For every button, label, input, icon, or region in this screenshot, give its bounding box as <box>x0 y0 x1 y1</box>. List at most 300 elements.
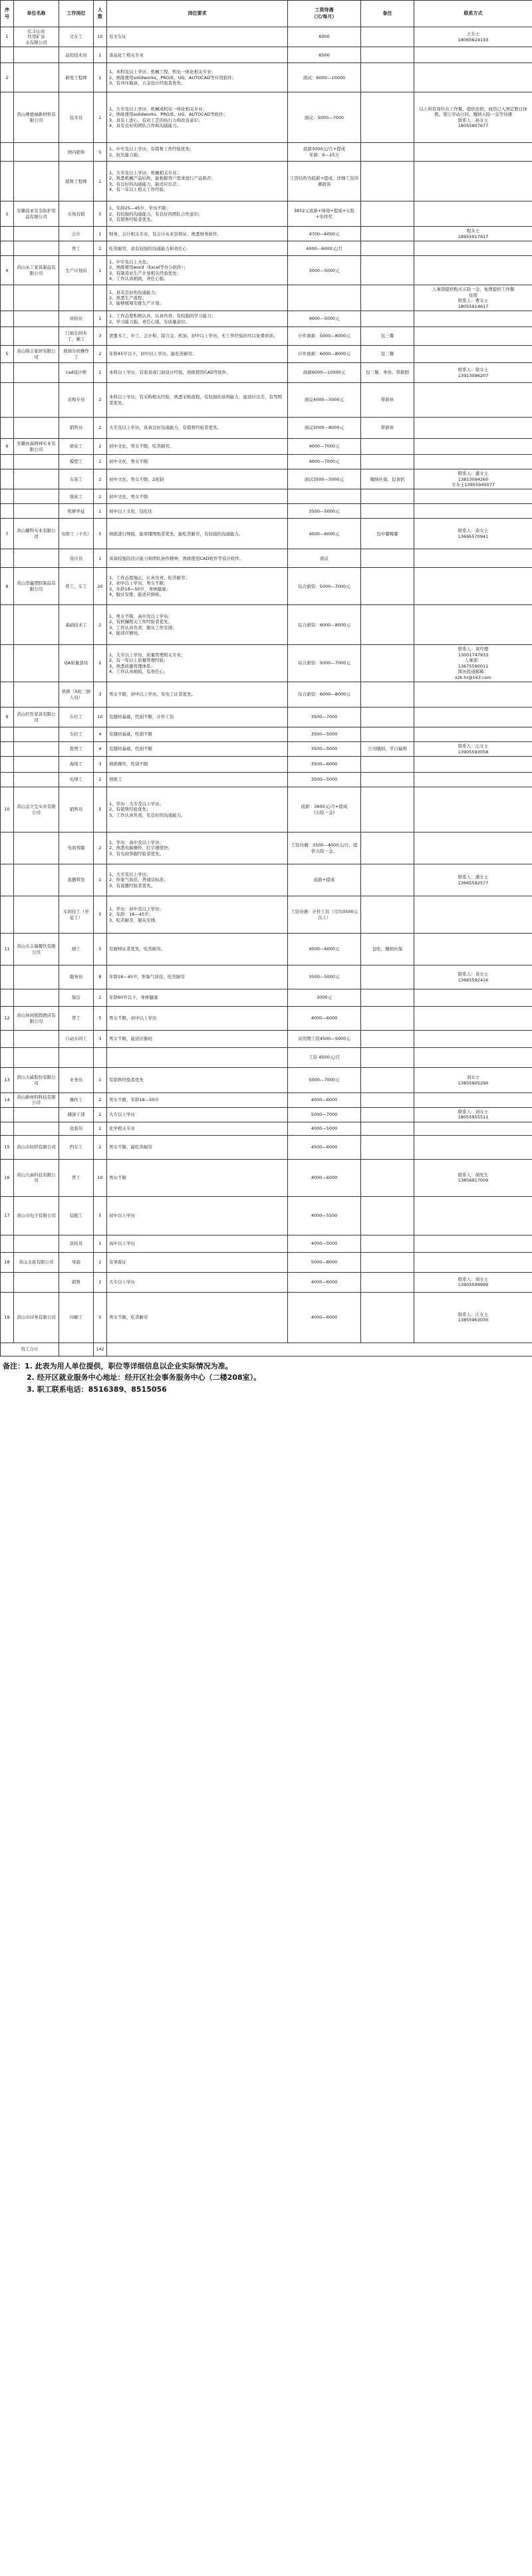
cell-count: 2 <box>94 241 107 256</box>
cell-remarks <box>361 645 414 682</box>
total-empty <box>59 1343 94 1356</box>
cell-salary: 4500—6000元 <box>288 934 361 966</box>
cell-contact <box>414 568 532 605</box>
table-row <box>1 27 532 47</box>
cell-contact <box>414 682 532 708</box>
cell-job: 销售工程师 <box>59 162 94 201</box>
cell-job: cad设计师 <box>59 363 94 383</box>
cell-count: 3 <box>94 327 107 346</box>
cell-no <box>1 645 14 682</box>
cell-contact <box>414 708 532 727</box>
cell-salary: 4000—6000 <box>288 1159 361 1196</box>
cell-remarks <box>361 1252 414 1272</box>
cell-job <box>59 285 94 311</box>
table-row <box>1 934 532 966</box>
cell-remarks <box>361 568 414 605</box>
cell-company <box>14 1031 59 1048</box>
cell-contact <box>414 773 532 787</box>
cell-no: 5 <box>1 346 14 363</box>
cell-no <box>1 989 14 1007</box>
cell-requirements: 有缝纫基础，性别不限 <box>107 742 288 757</box>
cell-count: 5 <box>94 143 107 162</box>
cell-contact <box>414 1135 532 1159</box>
cell-requirements: 初中以上文化，包吃住 <box>107 504 288 519</box>
cell-job: 普工、车工 <box>59 568 94 605</box>
table-row <box>1 1093 532 1108</box>
cell-job: 服务员 <box>59 966 94 989</box>
cell-job: 印刷工 <box>59 1292 94 1343</box>
cell-salary: 工资待遇：3500—4000元/月，提供五险一金。 <box>288 833 361 864</box>
cell-salary: 面议5000—8000元 <box>288 418 361 439</box>
cell-salary: 4000—6000元/月 <box>288 241 361 256</box>
cell-contact: 以上所有岗位在工作餐、提供住宿、商用已入国定假日休假、签订劳动合同、缴纳五险一金等待遇 联系人：孙女士 18055907677 <box>414 92 532 143</box>
cell-salary: 5000—7000元 <box>288 1068 361 1093</box>
cell-remarks <box>361 455 414 469</box>
cell-company <box>14 455 59 469</box>
table-row <box>1 92 532 143</box>
cell-contact <box>414 256 532 285</box>
cell-remarks <box>361 241 414 256</box>
cell-no <box>1 1122 14 1135</box>
table-row <box>1 241 532 256</box>
cell-contact <box>414 418 532 439</box>
table-row <box>1 439 532 455</box>
cell-contact <box>414 757 532 773</box>
cell-job: 基础技术工 <box>59 605 94 645</box>
cell-count: 5 <box>94 787 107 833</box>
cell-company <box>14 549 59 568</box>
cell-remarks <box>361 727 414 742</box>
cell-salary: 6500 <box>288 47 361 63</box>
cell-salary: 面试3500—5000元 <box>288 469 361 489</box>
cell-job: 车位工 <box>59 708 94 727</box>
cell-remarks <box>361 227 414 241</box>
cell-no <box>1 47 14 63</box>
cell-count: 10 <box>94 27 107 47</box>
cell-contact <box>414 63 532 92</box>
cell-salary: 面议 <box>288 549 361 568</box>
cell-contact: 刘女士 13855905290 <box>414 1068 532 1093</box>
cell-remarks: 缴纳社保，包食宿 <box>361 469 414 489</box>
cell-remarks <box>361 1292 414 1343</box>
cell-contact <box>414 1122 532 1135</box>
cell-count <box>94 285 107 311</box>
cell-salary: 工资 4500元/月 <box>288 1048 361 1068</box>
cell-contact: 联系人：潘女士 13665592577 <box>414 864 532 896</box>
cell-job: 文车工 <box>59 27 94 47</box>
cell-remarks: 包吃，缴纳社保 <box>361 934 414 966</box>
cell-no: 19 <box>1 1292 14 1343</box>
cell-requirements: 具备较强的设计能力和团队协作精神，熟练使用CAD软件等设计软件。 <box>107 549 288 568</box>
cell-no: 14 <box>1 1093 14 1108</box>
cell-count: 2 <box>94 1107 107 1122</box>
cell-salary: 3000—5000元 <box>288 256 361 285</box>
cell-count: 5 <box>94 519 107 549</box>
cell-company <box>14 1122 59 1135</box>
cell-salary: 面薪6000—10000元 <box>288 363 361 383</box>
cell-remarks <box>361 989 414 1007</box>
cell-count: 2 <box>94 439 107 455</box>
cell-salary: 综合薪资：6000—8000元 <box>288 682 361 708</box>
cell-job: 厨工 <box>59 934 94 966</box>
header-requirements: 岗位要求 <box>107 1 288 27</box>
cell-no <box>1 92 14 143</box>
cell-company <box>14 989 59 1007</box>
cell-count: 2 <box>94 989 107 1007</box>
cell-contact: 联系人：徐女士 13913096207 <box>414 363 532 383</box>
cell-job: 化验员 <box>59 1122 94 1135</box>
cell-company: 黄山市电子有限公司 <box>14 1196 59 1235</box>
cell-requirements: 1、年龄25—45岁，学历不限； 2、有较强的沟通能力，有良好的团队合作意识； 3、有销售经验者优先。 <box>107 201 288 227</box>
cell-job: 品控技术员 <box>59 47 94 63</box>
table-row <box>1 346 532 363</box>
table-row <box>1 311 532 327</box>
cell-count: 5 <box>94 1292 107 1343</box>
cell-salary: 4700—6000元 <box>288 227 361 241</box>
cell-company <box>14 742 59 757</box>
cell-count: 10 <box>94 708 107 727</box>
cell-company: 亿丰山泉 饮用矿泉 水有限公司 <box>14 27 59 47</box>
cell-contact: 联系人：刘女士 18055955511 <box>414 1107 532 1122</box>
table-row <box>1 742 532 757</box>
cell-requirements: 大专以上学历 <box>107 1272 288 1292</box>
cell-no: 2 <box>1 63 14 92</box>
cell-remarks <box>361 1135 414 1159</box>
cell-no: 12 <box>1 1007 14 1031</box>
cell-remarks <box>361 864 414 896</box>
cell-requirements: 男女不限，能吃苦耐劳 <box>107 1135 288 1159</box>
cell-contact <box>414 201 532 227</box>
cell-salary: 计件面薪：6000—8000元 <box>288 346 361 363</box>
cell-remarks <box>361 966 414 989</box>
cell-count: 4 <box>94 727 107 742</box>
cell-job: 自动车间工 <box>59 1031 94 1048</box>
cell-company: 黄山红彤家具有限公司 <box>14 708 59 727</box>
cell-no <box>1 727 14 742</box>
cell-salary: 计件面薪：5000—8000元 <box>288 327 361 346</box>
cell-count <box>94 1048 107 1068</box>
cell-company <box>14 383 59 418</box>
cell-contact <box>414 311 532 327</box>
table-row <box>1 773 532 787</box>
cell-company <box>14 727 59 742</box>
cell-job: 研发工程师 <box>59 63 94 92</box>
cell-job: 储备干部 <box>59 1107 94 1122</box>
cell-job: 操作工 <box>59 1093 94 1108</box>
cell-remarks <box>361 773 414 787</box>
cell-count: 2 <box>94 605 107 645</box>
cell-requirements: 熟练进行焊接，能看懂图纸者优先，能吃苦耐劳，有较强的沟通能力。 <box>107 519 288 549</box>
cell-company <box>14 241 59 256</box>
cell-requirements: 本科以上学历，有家具或门窗设计经验，熟练使用CAD等软件。 <box>107 363 288 383</box>
cell-company <box>14 504 59 519</box>
cell-requirements: 财务、会计相关专业，有会计从业资格证，熟悉财务软件。 <box>107 227 288 241</box>
cell-salary: 面试：6000—10000 <box>288 63 361 92</box>
cell-requirements: 吃苦耐劳，具有较强的沟通能力和责任心 <box>107 241 288 256</box>
cell-salary: 底薪：3600元/月+提成 (五险一金) <box>288 787 361 833</box>
cell-contact <box>414 1252 532 1272</box>
cell-requirements: 有文车证 <box>107 27 288 47</box>
cell-count: 4 <box>94 742 107 757</box>
cell-job: 直播带货 <box>59 864 94 896</box>
cell-company: 黄山金立生实业有限公司 <box>14 787 59 833</box>
table-header-row <box>1 1 532 27</box>
cell-requirements: 有缝纫基础，性别不限 <box>107 727 288 742</box>
cell-job: 业务员 <box>59 1068 94 1093</box>
cell-requirements: 男女不限，初中以上学历 <box>107 1007 288 1031</box>
cell-salary: 3500—5000元 <box>288 504 361 519</box>
table-row <box>1 989 532 1007</box>
cell-company: 黄山锦丰家居有限公司 <box>14 346 59 363</box>
cell-remarks <box>361 1196 414 1235</box>
cell-job: 车间技工（学徒工） <box>59 896 94 934</box>
cell-no: 11 <box>1 934 14 966</box>
cell-contact: 联系人：黄女士 13665592416 <box>414 966 532 989</box>
cell-requirements: 男女不限，初中以上学历，有电工证者优先。 <box>107 682 288 708</box>
cell-contact <box>414 1235 532 1252</box>
cell-count: 2 <box>94 346 107 363</box>
cell-contact: 联系人：江女士 13855963030 <box>414 1292 532 1343</box>
table-row <box>1 519 532 549</box>
cell-remarks: 带薪休 <box>361 383 414 418</box>
cell-job: 电焊工 <box>59 773 94 787</box>
cell-requirements: 1、工作态度端正，认真负责，吃苦耐劳； 2、初中以上学历，男女不限； 3、年龄18—50岁，身体健康； 4、服从安排，能适应倒班。 <box>107 568 288 605</box>
cell-no <box>1 896 14 934</box>
cell-company: 黄山九曲科技有限公司 <box>14 1159 59 1196</box>
cell-no <box>1 864 14 896</box>
cell-no: 6 <box>1 439 14 455</box>
cell-contact <box>414 727 532 742</box>
cell-remarks <box>361 1272 414 1292</box>
cell-contact: 联系人：周女士 13905599999 <box>414 1272 532 1292</box>
cell-company <box>14 469 59 489</box>
cell-requirements: 年龄18—45岁，形象气质佳，吃苦耐劳 <box>107 966 288 989</box>
cell-no: 1 <box>1 27 14 47</box>
cell-job: 质检员 <box>59 311 94 327</box>
cell-contact <box>414 1093 532 1108</box>
cell-requirements: 高中以上学历 <box>107 1235 288 1252</box>
table-row <box>1 63 532 92</box>
table-row <box>1 833 532 864</box>
cell-job: 装配工 <box>59 1196 94 1235</box>
cell-count: 5 <box>94 1196 107 1235</box>
cell-salary: 工资结构为底薪+提成，详细工资待遇面谈 <box>288 162 361 201</box>
cell-contact <box>414 1007 532 1031</box>
cell-contact <box>414 787 532 833</box>
cell-salary: 4500—6000元 <box>288 519 361 549</box>
cell-contact <box>414 934 532 966</box>
table-row <box>1 568 532 605</box>
table-row <box>1 1159 532 1196</box>
table-row <box>1 455 532 469</box>
cell-count: 2 <box>94 489 107 504</box>
cell-salary: 底薪+提成 <box>288 864 361 896</box>
table-row <box>1 549 532 568</box>
cell-remarks <box>361 1031 414 1048</box>
cell-contact <box>414 143 532 162</box>
cell-job: 国内销售 <box>59 143 94 162</box>
cell-remarks <box>361 285 414 311</box>
cell-no: 9 <box>1 708 14 727</box>
cell-contact <box>414 241 532 256</box>
cell-no <box>1 1272 14 1292</box>
table-row <box>1 1196 532 1235</box>
cell-contact: 联系人：胡先生 13856917009 <box>414 1159 532 1196</box>
cell-remarks <box>361 489 414 504</box>
cell-contact <box>414 989 532 1007</box>
cell-salary: 底薪3000元/月+提成 年薪：6—15万 <box>288 143 361 162</box>
cell-salary: 4000—5000 <box>288 1235 361 1252</box>
cell-salary: 3500—5000 <box>288 773 361 787</box>
table-row <box>1 469 532 489</box>
cell-no: 3 <box>1 201 14 227</box>
cell-company: 黄山赛德福新材料有限公司 <box>14 92 59 143</box>
header-count: 人数 <box>94 1 107 27</box>
cell-requirements: 1、中专及以上文化； 2、熟练使用word（Excel等办公软件）； 3、有制造业生产计划相关经验优先； 4、工作认真细致，责任心强。 <box>107 256 288 285</box>
cell-contact: 联系人：汪女士 13905593058 <box>414 742 532 757</box>
table-row <box>1 1235 532 1252</box>
cell-salary: 4000—5500 <box>288 1196 361 1235</box>
table-row <box>1 896 532 934</box>
cell-no: 13 <box>1 1068 14 1093</box>
cell-count: 3 <box>94 757 107 773</box>
cell-contact <box>414 504 532 519</box>
cell-contact <box>414 1048 532 1068</box>
cell-job: 普工 <box>59 1007 94 1031</box>
cell-no <box>1 241 14 256</box>
table-row <box>1 143 532 162</box>
cell-company: 黄山耀科实业有限公司 <box>14 519 59 549</box>
cell-count: 20 <box>94 568 107 605</box>
cell-company: 安徽昌亚安全防护用品有限公司 <box>14 201 59 227</box>
cell-contact <box>414 455 532 469</box>
cell-salary: 3852元底薪+绩效+提成+五险+年终奖 <box>288 201 361 227</box>
table-row <box>1 1272 532 1292</box>
cell-no <box>1 966 14 989</box>
cell-remarks <box>361 1107 414 1122</box>
table-row <box>1 162 532 201</box>
cell-salary: 4500—6000 <box>288 1135 361 1159</box>
cell-count: 2 <box>94 383 107 418</box>
table-row <box>1 504 532 519</box>
cell-job: 挡车工 <box>59 1135 94 1159</box>
cell-requirements: 1、大专及以上学历，机械相关专业； 2、熟悉机械产品结构，能根据客户需求进行产品推荐； 3、有良好的沟通能力，能适应出差； 4、有一年以上相关工作经验。 <box>107 162 288 201</box>
cell-requirements: 熟练工 <box>107 773 288 787</box>
cell-company <box>14 757 59 773</box>
cell-salary: 综合薪资：5000—7000元 <box>288 568 361 605</box>
cell-contact <box>414 162 532 201</box>
cell-job: 电焊工（十名） <box>59 519 94 549</box>
cell-company: 黄山华鑫塑胶制品有限公司 <box>14 568 59 605</box>
cell-remarks <box>361 1048 414 1068</box>
cell-company: 黄山新材料科技有限公司 <box>14 1093 59 1108</box>
cell-count: 1 <box>94 256 107 285</box>
cell-contact: 联系人：盛女士 13813094260 方女士13955945077 <box>414 469 532 489</box>
cell-company <box>14 363 59 383</box>
cell-salary: 面议：5000—7000 <box>288 92 361 143</box>
table-row <box>1 708 532 727</box>
cell-company <box>14 682 59 708</box>
cell-remarks <box>361 833 414 864</box>
cell-remarks <box>361 256 414 285</box>
cell-requirements: 初中文化，男女不限 <box>107 455 288 469</box>
cell-requirements: 有销售经验者优先 <box>107 1068 288 1093</box>
cell-count: 5 <box>94 896 107 934</box>
cell-salary: 4000—6000 <box>288 1272 361 1292</box>
cell-contact <box>414 1196 532 1235</box>
cell-no: 4 <box>1 256 14 285</box>
table-row <box>1 1292 532 1343</box>
cell-company <box>14 645 59 682</box>
cell-no: 10 <box>1 787 14 833</box>
table-row <box>1 727 532 742</box>
cell-no: 16 <box>1 1159 14 1196</box>
cell-job: 质检员 <box>59 1235 94 1252</box>
cell-no <box>1 327 14 346</box>
cell-job: 普工 <box>59 1159 94 1196</box>
cell-remarks <box>361 504 414 519</box>
cell-company <box>14 162 59 201</box>
table-row <box>1 1252 532 1272</box>
cell-company <box>14 773 59 787</box>
cell-salary: 3500—7000 <box>288 708 361 727</box>
cell-salary: 5000—8000 <box>288 1252 361 1272</box>
cell-no <box>1 833 14 864</box>
total-label: 用工合计 <box>1 1343 59 1356</box>
header-company: 单位名称 <box>14 1 59 27</box>
cell-job: 市场营销 <box>59 201 94 227</box>
cell-contact <box>414 489 532 504</box>
table-row <box>1 787 532 833</box>
cell-job: 机修（5班三倒人员） <box>59 682 94 708</box>
cell-contact <box>414 896 532 934</box>
cell-contact <box>414 383 532 418</box>
cell-remarks: 包三餐 <box>361 346 414 363</box>
cell-requirements: 1、中专及以上学历，有销售工作经验优先； 2、抗压能力强； <box>107 143 288 162</box>
cell-requirements: 初中文化，男女不限，2班制 <box>107 469 288 489</box>
cell-count: 2 <box>94 1272 107 1292</box>
table-row <box>1 1048 532 1068</box>
cell-remarks: 公司缴纳、节日福利 <box>361 742 414 757</box>
cell-company: 黄山永工家具制品有限公司 <box>14 256 59 285</box>
cell-job: 车床工 <box>59 469 94 489</box>
cell-no <box>1 757 14 773</box>
table-row <box>1 363 532 383</box>
cell-requirements: 1、学历：大专及以上学历； 2、有销售经验优先； 3、工作认真负责，有良好的沟通能力。 <box>107 787 288 833</box>
cell-job: 销售员 <box>59 787 94 833</box>
cell-remarks <box>361 47 414 63</box>
cell-remarks <box>361 162 414 201</box>
cell-contact: 人事部提供购买五险一金，免费提供工作餐 住宿 联系人：曹女士 18055914617 <box>414 285 532 311</box>
cell-requirements: 化学相关专业 <box>107 1122 288 1135</box>
table-row <box>1 227 532 241</box>
footer-notes <box>0 1356 532 1400</box>
header-remarks: 备注 <box>361 1 414 27</box>
cell-company <box>14 896 59 934</box>
cell-salary: 3500—6000 <box>288 757 361 773</box>
cell-no <box>1 311 14 327</box>
cell-requirements: 本科以上学历，有采购相关经验，熟悉采购流程，有较强的谈判能力，能适应出差，有驾照者优先。 <box>107 383 288 418</box>
total-filler <box>107 1343 532 1356</box>
cell-salary: 4000—7000元 <box>288 455 361 469</box>
cell-company <box>14 63 59 92</box>
table-row <box>1 864 532 896</box>
cell-job: 生产计划员 <box>59 256 94 285</box>
total-row <box>1 1343 532 1356</box>
cell-contact: 联系人：黄经理 13001747933 人事部： 13675590011 简历投递邮箱： xzk.hr@163.com <box>414 645 532 682</box>
cell-job: 铣床工 <box>59 489 94 504</box>
cell-requirements: 1、大专及以上学历，机械或机电一体化相关专业； 2、熟练使用solidworks、PRO/E、UG、AUTOCAD等软件； 3、具有上进心，有对工艺的执行力和改善意识； 4、具有良好的团队合作和沟通能力。 <box>107 92 288 143</box>
